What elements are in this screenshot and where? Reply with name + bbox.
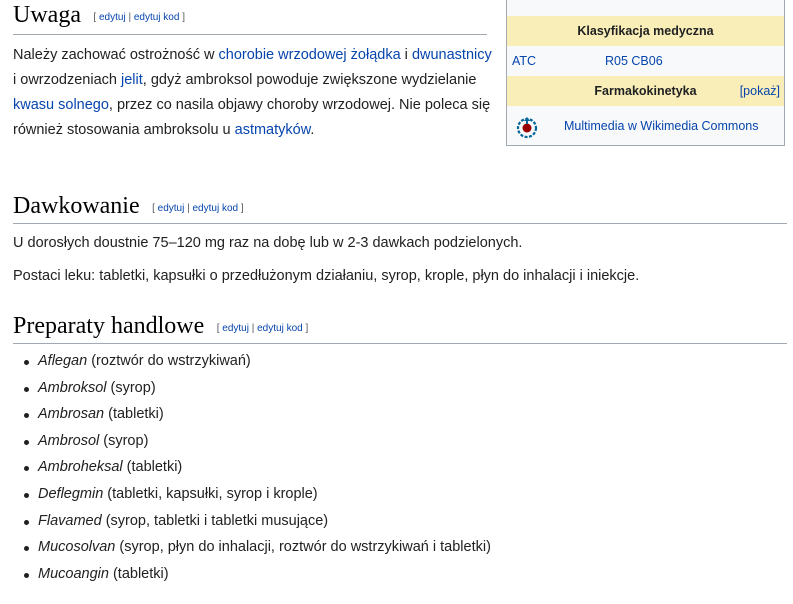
list-item: Ambrosol (syrop) [22, 428, 491, 455]
bullet-icon [24, 520, 29, 525]
infobox-row-commons [507, 108, 784, 144]
link-dwunastnica[interactable]: dwunastnicy [411, 47, 492, 63]
product-list [22, 348, 491, 587]
edit-link[interactable]: edytuj [98, 12, 126, 23]
bullet-icon [24, 387, 29, 392]
edit-links-uwaga: [ edytuj | edytuj kod ] [93, 12, 185, 23]
infobox-header-pharmacokinetics [507, 76, 784, 106]
heading-uwaga [13, 2, 487, 35]
bullet-icon [24, 413, 29, 418]
list-item: Ambroheksal (tabletki) [22, 454, 491, 481]
atc-value-link[interactable]: R05 CB06 [605, 54, 663, 68]
atc-label-link[interactable]: ATC [512, 54, 537, 68]
edit-code-link[interactable]: edytuj kod [133, 12, 180, 23]
section-title-preparaty: Preparaty handlowe [13, 313, 205, 339]
edit-link[interactable]: edytuj [222, 323, 249, 334]
link-astmatycy[interactable]: astmatyków [234, 122, 311, 138]
pharmacokinetics-label: Farmakokinetyka [594, 84, 697, 98]
commons-icon[interactable] [515, 115, 539, 139]
list-item: Ambrosan (tabletki) [22, 401, 491, 428]
edit-code-link[interactable]: edytuj kod [192, 203, 239, 214]
heading-preparaty [13, 313, 787, 344]
section-title-uwaga: Uwaga [13, 2, 81, 28]
edit-links-preparaty: [ edytuj | edytuj kod ] [216, 323, 309, 334]
bullet-icon [24, 360, 29, 365]
link-jelita[interactable]: jelit [121, 72, 143, 88]
list-item: Aflegan (roztwór do wstrzykiwań) [22, 348, 491, 375]
link-kwas-solny[interactable]: kwasu solnego [13, 97, 109, 113]
list-item: Mucosolvan (syrop, płyn do inhalacji, roztwór do wstrzykiwań i tabletki) [22, 534, 491, 561]
infobox [506, 0, 785, 146]
dawkowanie-paragraph-2: Postaci leku: tabletki, kapsułki o przedłużonym działaniu, syrop, krople, płyn do inhalacji i iniekcje. [13, 268, 640, 284]
bullet-icon [24, 440, 29, 445]
uwaga-paragraph: Należy zachować ostrożność w chorobie wrzodowej żołądka i dwunastnicy i owrzodzeniach jelit, gdyż ambroksol powoduje zwiększone wydzielanie kwasu solnego, przez co nasila objawy choroby wrzodowej. Nie poleca się również stosowania ambroksolu u astmatyków. [13, 47, 492, 138]
commons-link[interactable]: Multimedia w Wikimedia Commons [564, 119, 759, 133]
dawkowanie-paragraph-1: U dorosłych doustnie 75–120 mg raz na dobę lub w 2-3 dawkach podzielonych. [13, 235, 523, 251]
link-choroba-wrzodowa[interactable]: chorobie wrzodowej żołądka [218, 47, 401, 63]
bullet-icon [24, 493, 29, 498]
edit-link[interactable]: edytuj [157, 203, 185, 214]
bullet-icon [24, 466, 29, 471]
list-item: Flavamed (syrop, tabletki i tabletki musujące) [22, 508, 491, 535]
infobox-row-atc [507, 46, 784, 76]
heading-dawkowanie [13, 193, 787, 224]
list-item: Mucoangin (tabletki) [22, 561, 491, 588]
edit-links-dawkowanie: [ edytuj | edytuj kod ] [152, 203, 244, 214]
section-title-dawkowanie: Dawkowanie [13, 193, 140, 219]
list-item: Deflegmin (tabletki, kapsułki, syrop i krople) [22, 481, 491, 508]
show-toggle[interactable]: [pokaż] [739, 84, 780, 98]
list-item: Ambroksol (syrop) [22, 375, 491, 402]
bullet-icon [24, 573, 29, 578]
bullet-icon [24, 546, 29, 551]
infobox-header-classification: Klasyfikacja medyczna [507, 16, 784, 46]
edit-code-link[interactable]: edytuj kod [257, 323, 303, 334]
